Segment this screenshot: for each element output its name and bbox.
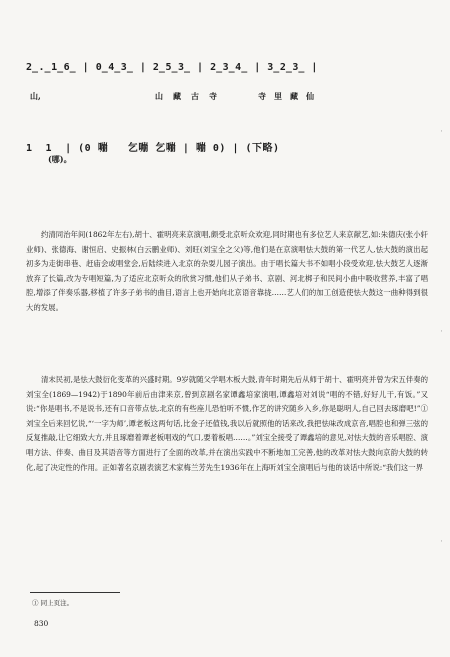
page-number: 830 [34,619,49,628]
lyric-1a: 山, [30,91,41,101]
footnote: ① 同上页注。 [32,599,74,607]
footnote-rule [30,592,120,593]
paragraph-2: 清末民初,是怯大鼓衍化变革的兴盛时期。9岁就随父学唱木板大鼓,青年时期先后从师于胡十、霍明亮并曾为宋五伴奏的刘宝全(1869—1942)于1890年前后由津来京,曾到京剧名家谭鑫培家演唱,谭鑫培对刘说“唱的不错,好好儿干,有饭。”又说:“你是唱书,不是说书,还有口音带点怯,北京的有些座儿恐怕听不惯,作艺的讲究随乡入乡,你是聪明人,自己回去琢磨吧!”① 刘宝全后来回忆说,“‘一字为师’,谭老板这两句话,比金子还值钱,我以后就照他的话来改,我把怯味改成京音,唱腔也和弹三弦的反复推敲,让它细致大方,并且琢磨着谭老板唱戏的气口,要着板唱……。”刘宝全接受了谭鑫培的意见,对怯大鼓的音乐唱腔、演唱方法、伴奏、曲目及其语音等方面进行了全面的改革,并在演出实践中不断地加工完善,他的改革对怯大鼓向京韵大鼓的转化,起了决定性的作用。正如著名京剧表演艺术家梅兰芳先生1936年在上海听刘宝全演唱后与他的谈话中所说:“我们这一界 [26,375,428,472]
notation-line-2: 1 1 | (0 嘣 乞嘣 乞嘣 | 嘣 0) | (下略) [26,143,280,154]
margin-mark-1: · [437,130,444,132]
notation-line-1: 2̲.̲1̲6̲ | 0̲4̲3̲ | 2̲5̲3̲ | 2̲3̲4̲ | 3̲2̲3̲ | [26,62,318,73]
lyric-1b: 山藏古寺 [155,91,227,101]
margin-mark-2: · [437,330,444,332]
margin-mark-3: · [437,540,444,542]
lyric-1c: 寺里藏仙 [258,91,322,101]
lyric-2: (哪)。 [48,154,72,164]
paragraph-1: 约清同治年间(1862年左右),胡十、霍明亮来京演唱,颇受北京听众欢迎,同时期也有多位艺人来京献艺,如:朱德庆(张小轩业师)、张德海、谢恒启、史振林(白云鹏业师)、刘旺(刘宝全之父)等,他们是在京演唱怯大鼓的第一代艺人,怯大鼓的演出起初多为走街串巷、赶庙会或唱堂会,后陆续进入北京的杂耍儿园子演出。由于唱长篇大书不如唱小段受欢迎,怯大鼓艺人逐渐放弃了长篇,改为专唱短篇,为了适应北京听众的欣赏习惯,他们从子弟书、京剧、河北梆子和民间小曲中吸收营养,丰富了唱腔,增添了伴奏乐器,移植了许多子弟书的曲目,语言上也开始向北京语音靠拢……艺人们的加工创造使怯大鼓这一曲种得到很大的发展。 [26,230,428,312]
